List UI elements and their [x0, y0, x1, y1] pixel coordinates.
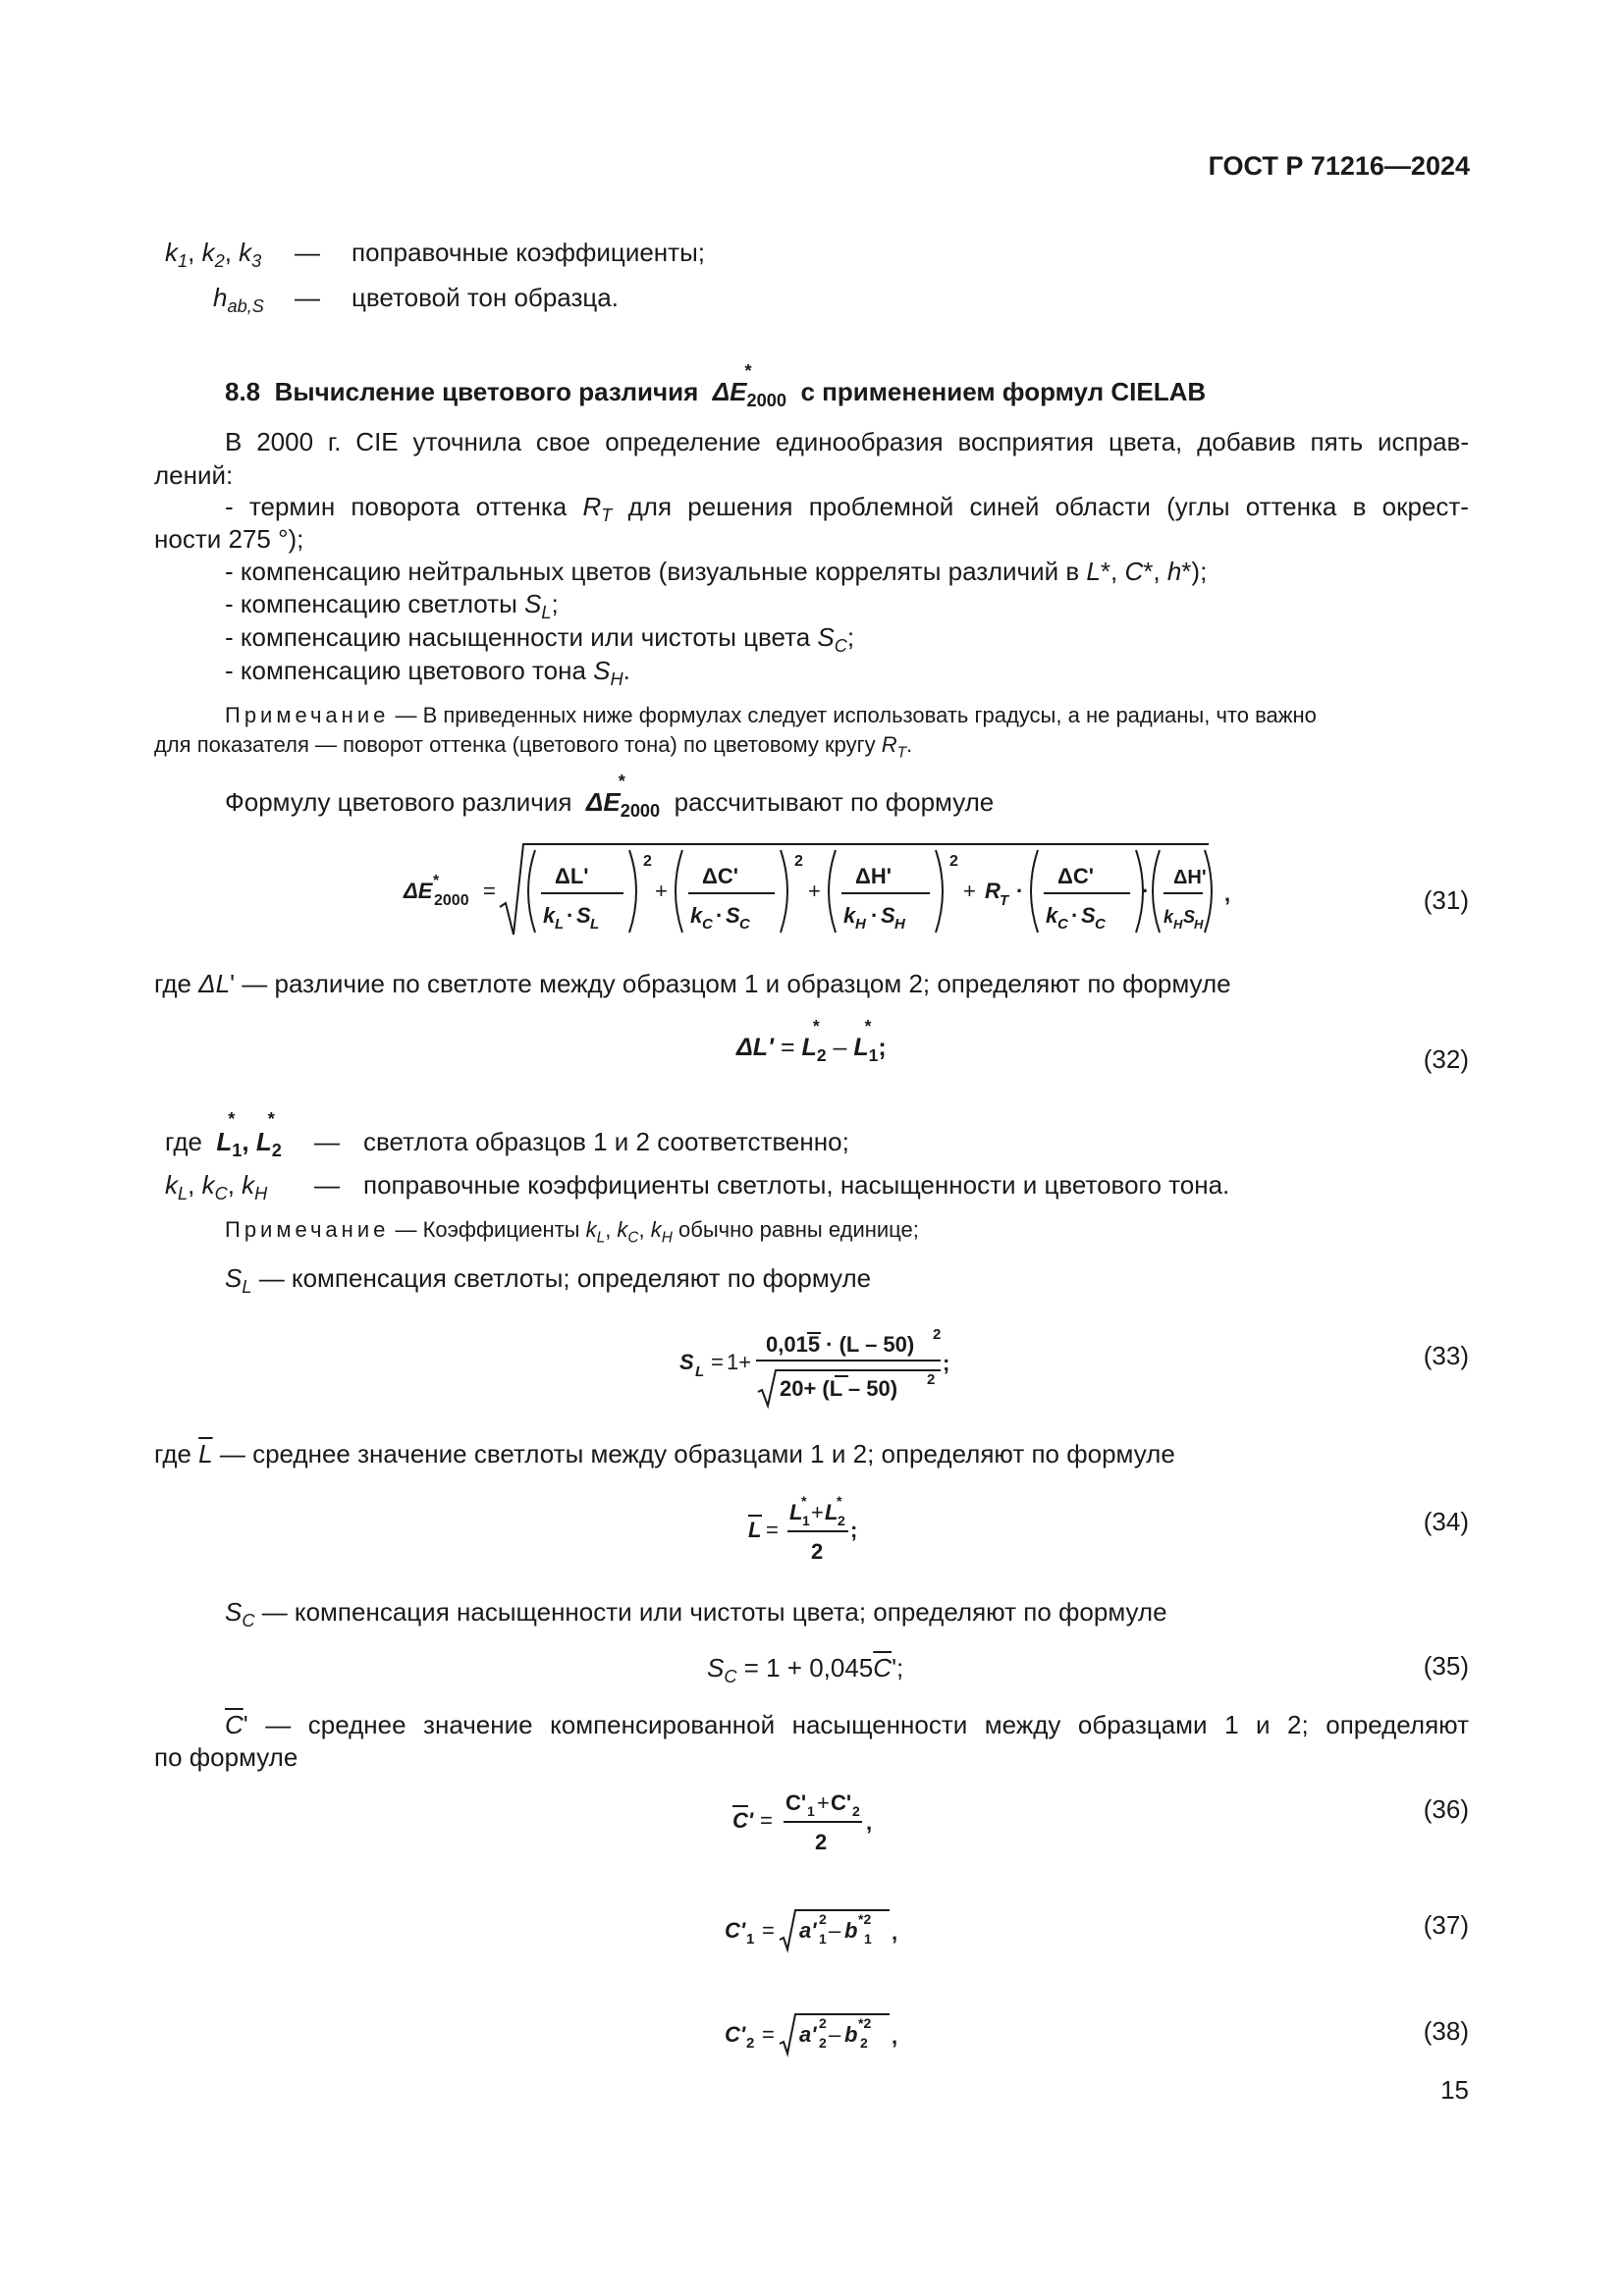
svg-text:*: *	[837, 1493, 842, 1509]
svg-text:+: +	[963, 879, 976, 903]
svg-text:C': C'	[831, 1790, 852, 1815]
equation-31	[398, 836, 1252, 944]
svg-text:C: C	[1095, 916, 1106, 933]
svg-text:*2: *2	[858, 1911, 872, 1927]
svg-text:S: S	[1183, 907, 1196, 927]
svg-text:1: 1	[864, 1931, 872, 1947]
definition-k-coeffs: $k_L$, $k_C$, $k_H$	[165, 1170, 268, 1204]
svg-text:L: L	[748, 1518, 762, 1542]
svg-text:1: 1	[807, 1803, 815, 1819]
svg-text:2: 2	[852, 1803, 860, 1819]
definition-dash: —	[295, 283, 320, 312]
svg-text:1: 1	[746, 1931, 755, 1948]
svg-text:2: 2	[933, 1326, 942, 1343]
svg-text:2: 2	[860, 2035, 868, 2051]
svg-text:2: 2	[927, 1371, 936, 1388]
document-code: ГОСТ Р 71216—2024	[1208, 151, 1470, 181]
definition-l-stars: где L * $_1$, L * $_2$	[165, 1109, 282, 1161]
svg-text:H: H	[1173, 917, 1183, 932]
svg-text:S: S	[576, 903, 591, 928]
svg-text:S: S	[679, 1350, 694, 1374]
equation-number-35: (35)	[1423, 1651, 1469, 1681]
where-l-bar: где $\overline{L}$ — среднее значение светлоты между образцами 1 и 2; определяют по формуле	[154, 1439, 1175, 1468]
svg-text:2: 2	[838, 1513, 845, 1528]
svg-text:ΔC': ΔC'	[1057, 864, 1094, 888]
bullet-hue-compensation: - компенсацию цветового тона $S_H$.	[225, 656, 630, 690]
equation-number-36: (36)	[1423, 1794, 1469, 1824]
svg-text:=: =	[483, 879, 496, 903]
svg-text:2: 2	[819, 1911, 827, 1927]
svg-text:ΔL': ΔL'	[555, 864, 589, 888]
intro-line-1: В 2000 г. CIE уточнила свое определение единообразия восприятия цвета, добавив пять исправ-	[225, 427, 1469, 456]
definition-text: цветовой тон образца.	[352, 283, 619, 312]
equation-number-32: (32)	[1423, 1044, 1469, 1074]
bullet-hue-rotation: - термин поворота оттенка $R_T$ для решения проблемной синей области (углы оттенка в окрест-	[225, 492, 1469, 526]
svg-text:+: +	[808, 879, 821, 903]
note-2: Примечание — Коэффициенты $k_L$, $k_C$, $k_H$ обычно равны единице;	[225, 1217, 919, 1247]
equation-37	[723, 1902, 909, 1961]
svg-text:b: b	[844, 2022, 858, 2047]
svg-text:S: S	[881, 903, 895, 928]
svg-text:C: C	[739, 916, 750, 933]
svg-text:+: +	[817, 1790, 830, 1815]
formula-intro: Формулу цветового различия ΔE * $_{2000}$ рассчитывают по формуле	[225, 772, 995, 822]
svg-text:·: ·	[567, 903, 574, 928]
svg-text:k: k	[690, 903, 703, 928]
equation-33	[677, 1315, 952, 1414]
page-number: 15	[1440, 2075, 1469, 2105]
svg-text:*: *	[433, 873, 440, 889]
svg-text:;: ;	[943, 1351, 950, 1375]
svg-text:k: k	[543, 903, 556, 928]
svg-text:H: H	[1194, 917, 1204, 932]
eq31-lhs: ΔE	[404, 879, 433, 903]
intro-line-2: лений:	[154, 460, 234, 490]
svg-text:2000: 2000	[434, 892, 469, 909]
bullet-lightness-compensation: - компенсацию светлоты $S_L$;	[225, 589, 559, 623]
svg-text:·: ·	[1142, 879, 1150, 903]
svg-text:1+: 1+	[727, 1350, 752, 1374]
definition-symbols-k: $k_1$, $k_2$, $k_3$	[165, 238, 262, 272]
equation-35: $S_C = 1 + 0,045\overline{C}'$;	[707, 1653, 904, 1687]
equation-number-33: (33)	[1423, 1341, 1469, 1370]
definition-text: светлота образцов 1 и 2 соответственно;	[363, 1127, 849, 1156]
svg-text:=: =	[762, 2022, 775, 2047]
svg-text:+: +	[811, 1500, 824, 1524]
svg-text:ΔH': ΔH'	[1173, 867, 1207, 888]
definition-text: поправочные коэффициенты;	[352, 238, 705, 267]
svg-text:L: L	[695, 1363, 705, 1380]
svg-text:·: ·	[1071, 903, 1079, 928]
svg-text:;: ;	[850, 1518, 858, 1542]
svg-text:R: R	[985, 879, 1001, 903]
svg-text:T: T	[1000, 892, 1009, 909]
svg-text:C': C'	[725, 1918, 746, 1943]
svg-text:2: 2	[746, 2035, 755, 2052]
svg-text:2: 2	[819, 2015, 827, 2031]
svg-text:=: =	[762, 1918, 775, 1943]
svg-text:0,015 · (L – 50): 0,015 · (L – 50)	[766, 1332, 915, 1357]
svg-text:–: –	[829, 1918, 841, 1943]
svg-text:·: ·	[871, 903, 879, 928]
svg-text:C: C	[702, 916, 713, 933]
svg-text:2: 2	[819, 2035, 827, 2051]
svg-text:b: b	[844, 1918, 858, 1943]
svg-text:C': C'	[725, 2022, 746, 2047]
c-bar-definition: $\overline{C}'$ — среднее значение компенсированной насыщенности между образцами 1 и 2; определяют	[225, 1710, 1469, 1739]
svg-text:*: *	[801, 1493, 807, 1509]
svg-text:·: ·	[1016, 879, 1024, 903]
equation-32: ΔL' = L * $_2$ – L * $_1$;	[736, 1016, 887, 1065]
c-bar-definition-cont: по формуле	[154, 1742, 298, 1772]
sl-definition: $S_L$ — компенсация светлоты; определяют по формуле	[225, 1263, 872, 1298]
svg-text:=: =	[766, 1518, 779, 1542]
svg-text:a': a'	[799, 2022, 817, 2047]
svg-text:1: 1	[802, 1513, 810, 1528]
equation-34	[746, 1492, 884, 1571]
svg-text:k: k	[1164, 907, 1174, 927]
svg-text:*2: *2	[858, 2015, 872, 2031]
equation-number-34: (34)	[1423, 1507, 1469, 1536]
bullet-neutral-compensation: - компенсацию нейтральных цветов (визуальные корреляты различий в L*, C*, h*);	[225, 557, 1208, 586]
bullet-chroma-compensation: - компенсацию насыщенности или чистоты цвета $S_C$;	[225, 622, 855, 657]
svg-text:=: =	[760, 1808, 773, 1833]
note-1-cont: для показателя — поворот оттенка (цветового тона) по цветовому кругу $R_T$.	[154, 732, 913, 762]
definition-text: поправочные коэффициенты светлоты, насыщенности и цветового тона.	[363, 1170, 1230, 1200]
definition-dash: —	[295, 238, 320, 267]
svg-text:L: L	[590, 916, 600, 933]
svg-text:S: S	[1081, 903, 1096, 928]
svg-text:S: S	[726, 903, 740, 928]
sc-definition: $S_C$ — компенсация насыщенности или чистоты цвета; определяют по формуле	[225, 1597, 1167, 1631]
svg-text:1: 1	[819, 1931, 827, 1947]
svg-text:k: k	[1046, 903, 1058, 928]
svg-text:L: L	[789, 1500, 803, 1524]
svg-text:+: +	[655, 879, 668, 903]
svg-text:k: k	[843, 903, 856, 928]
svg-text:C': C'	[785, 1790, 807, 1815]
svg-text:a': a'	[799, 1918, 817, 1943]
svg-text:,: ,	[892, 1920, 898, 1945]
svg-text:2: 2	[815, 1830, 828, 1854]
definition-dash: —	[314, 1127, 340, 1156]
svg-text:C': C'	[732, 1808, 754, 1833]
equation-number-38: (38)	[1423, 2016, 1469, 2046]
svg-text:ΔH': ΔH'	[855, 864, 892, 888]
svg-text:,: ,	[866, 1810, 873, 1835]
svg-text:C: C	[1057, 916, 1068, 933]
svg-text:,: ,	[892, 2024, 898, 2049]
section-heading: 8.8 Вычисление цветового различия ΔE * $_{2000}$ с применением формул CIELAB	[225, 361, 1207, 411]
equation-36	[731, 1783, 907, 1861]
svg-text:H: H	[894, 916, 905, 933]
svg-text:=: =	[711, 1350, 724, 1374]
definition-dash: —	[314, 1170, 340, 1200]
svg-text:ΔC': ΔC'	[702, 864, 738, 888]
svg-text:–: –	[829, 2022, 841, 2047]
equation-number-31: (31)	[1423, 885, 1469, 915]
equation-38	[723, 2006, 909, 2065]
svg-text:2: 2	[949, 853, 958, 870]
svg-text:L: L	[555, 916, 565, 933]
svg-text:,: ,	[1224, 881, 1231, 906]
equation-number-37: (37)	[1423, 1910, 1469, 1940]
svg-text:20+ (L – 50): 20+ (L – 50)	[780, 1376, 898, 1401]
bullet-hue-rotation-cont: ности 275 °);	[154, 524, 304, 554]
svg-text:2: 2	[794, 853, 803, 870]
svg-text:2: 2	[643, 853, 652, 870]
svg-text:·: ·	[716, 903, 724, 928]
note-1: Примечание — В приведенных ниже формулах следует использовать градусы, а не радианы, что важно	[225, 703, 1317, 727]
svg-text:2: 2	[811, 1539, 824, 1564]
svg-text:L: L	[825, 1500, 839, 1524]
svg-text:H: H	[855, 916, 866, 933]
definition-symbol-h: $h_{ab,S}$	[213, 283, 264, 317]
where-delta-l: где ΔL' — различие по светлоте между образцом 1 и образцом 2; определяют по формуле	[154, 969, 1231, 998]
